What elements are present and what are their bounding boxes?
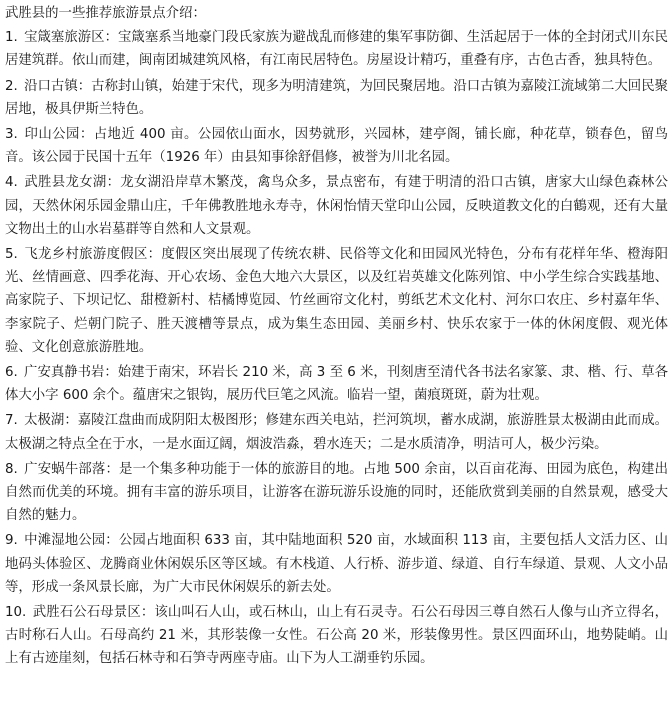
item-text: 广安真静书岩：始建于南宋，环岩长 210 米，高 3 至 6 米，刊刻唐至清代各书法名家篆、隶、楷、行、草各体大小字 600 余个。蕴唐宋之银钩，展历代巨笔之风流。临岩一望，菌痕斑斑，蔚为壮观。 (5, 365, 668, 404)
intro-heading: 武胜县的一些推荐旅游景点介绍： (5, 6, 206, 21)
item-number: 8. (5, 461, 18, 477)
item-text: 宝箴塞旅游区：宝箴塞系当地豪门段氏家族为避战乱而修建的集军事防御、生活起居于一体的全封闭式川东民居建筑群。依山而建，闽南团城建筑风格，有江南民居特色。房屋设计精巧，重叠有序，古色古香，独具特色。 (5, 30, 669, 69)
item-number: 9. (5, 533, 18, 549)
item-text: 武胜县龙女湖：龙女湖沿岸草木繁茂，禽鸟众多，景点密布，有建于明清的沿口古镇，唐家大山绿色森林公园，天然休闲乐园金鼎山庄，千年佛教胜地永寿寺，休闲怡情天堂印山公园，反映道教文化的白鶴观，还有大量文物出土的山水岩墓群等自然和人文景观。 (5, 175, 668, 237)
item-number: 10. (5, 605, 27, 621)
list-item-5 (5, 243, 668, 359)
list-item-10 (5, 601, 668, 671)
item-number: 7. (5, 413, 18, 429)
item-text: 广安蜗牛部落：是一个集多种功能于一体的旅游目的地。占地 500 余亩，以百亩花海、田园为底色，构建出自然而优美的环境。拥有丰富的游乐项目，让游客在游玩游乐设施的同时，还能欣赏到美丽的自然景观，感受大自然的魅力。 (5, 461, 668, 524)
item-number: 2. (5, 78, 18, 94)
list-item-7 (5, 409, 668, 455)
list-item-6 (5, 361, 668, 407)
list-item-1 (5, 26, 668, 72)
list-item-2 (5, 75, 668, 121)
list-item-8 (5, 458, 668, 528)
item-text: 武胜石公石母景区：该山叫石人山，或石林山，山上有石灵寺。石公石母因三尊自然石人像与山齐立得名，古时称石人山。石母高约 21 米，其形装像一女性。石公高 20 米，形装像男性。景区四面环山，地势陡峭。山上有古迹崖刻，包括石林寺和石笋寺两座寺庙。山下为人工湖垂钓乐园。 (5, 605, 668, 667)
item-number: 1. (5, 30, 18, 46)
item-text: 飞龙乡村旅游度假区：度假区突出展现了传统农耕、民俗等文化和田园风光特色，分布有花样年华、橙海阳光、丝情画意、四季花海、开心农场、金色大地六大景区，以及红岩英雄文化陈列馆、中小学生综合实践基地、高家院子、下坝记忆、甜橙新村、桔橘博览园、竹丝画帘文化村，剪纸艺术文化村、河尔口农庄、乡村嘉年华、李家院子、烂朝门院子、胜天渡槽等景点，成为集生态田园、美丽乡村、快乐农家于一体的休闲度假、观光体验、文化创意旅游胜地。 (5, 247, 668, 355)
item-number: 6. (5, 365, 18, 381)
item-number: 4. (5, 175, 18, 191)
item-text: 印山公园：占地近 400 亩。公园依山面水，因势就形，兴园林，建亭阁，铺长廊，种花草，锁春色，留鸟音。该公园于民国十五年（1926 年）由县知事徐舒倡修，被誉为川北名园。 (5, 127, 668, 166)
item-text: 中滩湿地公园：公园占地面积 633 亩，其中陆地面积 520 亩，水域面积 113 亩，主要包括人文活力区、山地码头体验区、龙腾商业休闲娱乐区等区域。有木栈道、人行桥、游步道、绿道、自行车绿道、景观、人文小品等，形成一条风景长廊，为广大市民休闲娱乐的新去处。 (5, 533, 668, 595)
list-item-4 (5, 171, 668, 241)
item-number: 3. (5, 127, 18, 143)
list-item-3 (5, 123, 668, 169)
list-item-9 (5, 529, 668, 599)
item-text: 沿口古镇：古称封山镇，始建于宋代，现多为明清建筑，为回民聚居地。沿口古镇为嘉陵江流域第二大回民聚居地，极具伊斯兰特色。 (5, 78, 669, 117)
item-text: 太极湖：嘉陵江盘曲而成阴阳太极图形；修建东西关电站，拦河筑坝，蓄水成湖，旅游胜景太极湖由此而成。太极湖之特点全在于水，一是水面辽阔，烟波浩淼，碧水连天；二是水质清净，明洁可人，极少污染。 (5, 413, 669, 452)
item-number: 5. (5, 247, 18, 263)
